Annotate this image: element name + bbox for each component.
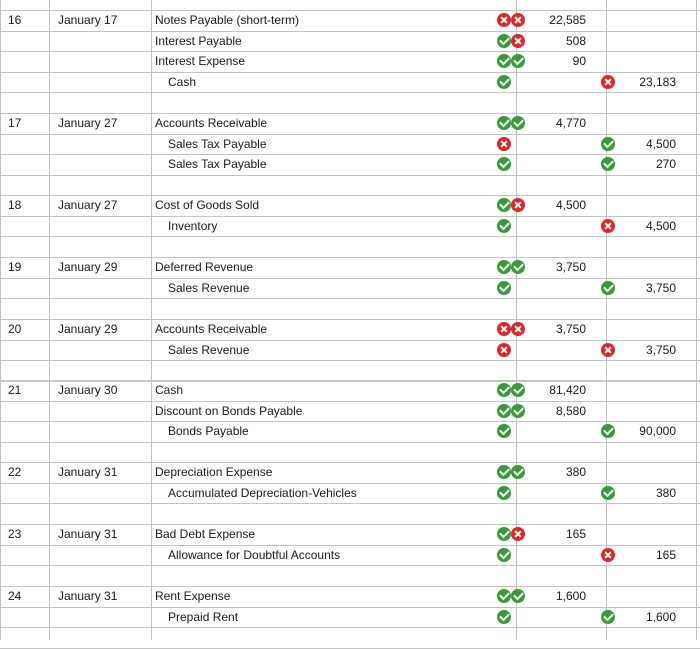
check-icon: [511, 404, 525, 418]
transaction-number: 20: [8, 322, 22, 336]
journal-row: [0, 195, 700, 215]
cross-icon: [497, 137, 511, 151]
debit-field[interactable]: [516, 586, 606, 606]
check-icon: [497, 383, 511, 397]
credit-field[interactable]: [606, 113, 696, 133]
credit-amount: 4,500: [645, 136, 676, 151]
debit-amount: 4,500: [555, 198, 586, 212]
transaction-number: 18: [8, 198, 22, 212]
debit-amount: 22,585: [549, 13, 586, 27]
account-field[interactable]: Inventory: [168, 218, 218, 233]
transaction-number: 24: [8, 589, 22, 603]
credit-amount: 165: [655, 547, 676, 562]
check-icon: [601, 486, 615, 500]
debit-amount: 1,600: [555, 589, 586, 603]
check-icon: [497, 219, 511, 233]
transaction-date: January 29: [58, 260, 118, 274]
check-icon: [601, 137, 615, 151]
check-icon: [497, 34, 511, 48]
check-icon: [497, 75, 511, 89]
cross-icon: [601, 75, 615, 89]
row-divider: [0, 565, 700, 566]
account-field[interactable]: Interest Payable: [155, 33, 242, 48]
debit-field[interactable]: [516, 607, 606, 627]
debit-field[interactable]: [516, 421, 606, 441]
account-field[interactable]: Deferred Revenue: [155, 260, 254, 274]
transaction-number: 22: [8, 465, 22, 479]
debit-amount: 380: [565, 465, 586, 479]
cross-icon: [497, 343, 511, 357]
account-field[interactable]: Bonds Payable: [168, 424, 249, 439]
account-field[interactable]: Cash: [155, 383, 184, 397]
debit-field[interactable]: [516, 113, 606, 133]
check-icon: [497, 260, 511, 274]
debit-field[interactable]: [516, 257, 606, 277]
debit-amount: 81,420: [549, 383, 586, 397]
debit-field[interactable]: [516, 545, 606, 565]
cross-icon: [497, 322, 511, 336]
journal-row: [0, 257, 700, 277]
credit-field[interactable]: [606, 340, 696, 360]
check-icon: [497, 486, 511, 500]
journal-row: [0, 462, 700, 482]
debit-field[interactable]: [516, 154, 606, 174]
check-icon: [497, 404, 511, 418]
journal-row: [0, 134, 700, 154]
cross-icon: [511, 34, 525, 48]
journal-row: [0, 319, 700, 339]
debit-amount: 3,750: [555, 322, 586, 336]
journal-row: [0, 340, 700, 360]
cross-icon: [511, 198, 525, 212]
account-field[interactable]: Bad Debt Expense: [155, 527, 256, 541]
credit-amount: 3,750: [645, 280, 676, 295]
account-field[interactable]: Accounts Receivable: [155, 116, 268, 130]
credit-amount: 380: [655, 485, 676, 500]
debit-field[interactable]: [516, 51, 606, 71]
debit-field[interactable]: [516, 483, 606, 503]
check-icon: [511, 54, 525, 68]
debit-amount: 508: [565, 33, 586, 48]
debit-field[interactable]: [516, 401, 606, 421]
journal-row: [0, 278, 700, 298]
debit-field[interactable]: [516, 216, 606, 236]
credit-amount: 4,500: [645, 218, 676, 233]
transaction-date: January 31: [58, 589, 118, 603]
account-field[interactable]: Prepaid Rent: [168, 609, 239, 624]
debit-amount: 90: [572, 54, 586, 69]
debit-field[interactable]: [516, 195, 606, 215]
cross-icon: [601, 343, 615, 357]
credit-amount: 3,750: [645, 342, 676, 357]
transaction-number: 16: [8, 13, 22, 27]
account-field[interactable]: Cost of Goods Sold: [155, 198, 260, 212]
journal-row: [0, 31, 700, 51]
credit-field[interactable]: [606, 216, 696, 236]
row-divider: [0, 627, 700, 628]
cross-icon: [511, 527, 525, 541]
debit-field[interactable]: [516, 524, 606, 544]
cross-icon: [511, 13, 525, 27]
journal-row: [0, 401, 700, 421]
credit-field[interactable]: [606, 319, 696, 339]
credit-field[interactable]: [606, 380, 696, 400]
credit-amount: 1,600: [645, 609, 676, 624]
transaction-number: 21: [8, 383, 22, 397]
transaction-date: January 31: [58, 527, 118, 541]
row-divider: [0, 360, 700, 361]
credit-field[interactable]: [606, 607, 696, 627]
credit-field[interactable]: [606, 10, 696, 30]
credit-field[interactable]: [606, 51, 696, 71]
account-field[interactable]: Sales Revenue: [168, 280, 250, 295]
check-icon: [511, 465, 525, 479]
debit-field[interactable]: [516, 10, 606, 30]
journal-row: [0, 545, 700, 565]
cross-icon: [601, 219, 615, 233]
check-icon: [497, 527, 511, 541]
credit-field[interactable]: [606, 524, 696, 544]
debit-field[interactable]: [516, 72, 606, 92]
journal-row: [0, 154, 700, 174]
check-icon: [497, 610, 511, 624]
debit-field[interactable]: [516, 278, 606, 298]
account-field[interactable]: Accounts Receivable: [155, 322, 268, 336]
check-icon: [511, 116, 525, 130]
debit-amount: 3,750: [555, 260, 586, 274]
check-icon: [497, 198, 511, 212]
row-divider: [0, 92, 700, 93]
check-icon: [601, 157, 615, 171]
debit-amount: 165: [565, 527, 586, 541]
debit-amount: 8,580: [555, 403, 586, 418]
account-field[interactable]: Notes Payable (short-term): [155, 13, 300, 27]
transaction-date: January 27: [58, 198, 118, 212]
transaction-number: 17: [8, 116, 22, 130]
check-icon: [497, 589, 511, 603]
account-field[interactable]: Sales Revenue: [168, 342, 250, 357]
journal-row: [0, 10, 700, 30]
credit-field[interactable]: [606, 462, 696, 482]
credit-amount: 90,000: [639, 424, 676, 439]
cross-icon: [497, 13, 511, 27]
transaction-date: January 29: [58, 322, 118, 336]
account-field[interactable]: Accumulated Depreciation-Vehicles: [168, 485, 357, 500]
row-divider: [0, 298, 700, 299]
credit-amount: 270: [655, 157, 676, 172]
check-icon: [511, 260, 525, 274]
credit-field[interactable]: [606, 72, 696, 92]
credit-field[interactable]: [606, 31, 696, 51]
credit-field[interactable]: [606, 483, 696, 503]
credit-field[interactable]: [606, 257, 696, 277]
journal-row: [0, 586, 700, 606]
check-icon: [511, 589, 525, 603]
account-field[interactable]: Sales Tax Payable: [168, 157, 267, 172]
journal-row: [0, 72, 700, 92]
journal-row: [0, 524, 700, 544]
cross-icon: [511, 322, 525, 336]
transaction-number: 23: [8, 527, 22, 541]
row-divider: [0, 175, 700, 176]
check-icon: [601, 424, 615, 438]
transaction-date: January 31: [58, 465, 118, 479]
debit-field[interactable]: [516, 134, 606, 154]
debit-field[interactable]: [516, 462, 606, 482]
row-divider: [0, 236, 700, 237]
check-icon: [497, 465, 511, 479]
credit-amount: 23,183: [639, 74, 676, 89]
account-field[interactable]: Allowance for Doubtful Accounts: [168, 547, 341, 562]
transaction-number: 19: [8, 260, 22, 274]
account-field[interactable]: Discount on Bonds Payable: [155, 403, 303, 418]
check-icon: [497, 116, 511, 130]
cross-icon: [601, 548, 615, 562]
credit-field[interactable]: [606, 278, 696, 298]
credit-field[interactable]: [606, 401, 696, 421]
check-icon: [601, 610, 615, 624]
transaction-date: January 30: [58, 383, 118, 397]
credit-field[interactable]: [606, 421, 696, 441]
transaction-date: January 17: [58, 13, 118, 27]
debit-field[interactable]: [516, 380, 606, 400]
journal-row: [0, 483, 700, 503]
account-field[interactable]: Cash: [168, 74, 197, 89]
account-field[interactable]: Rent Expense: [155, 589, 231, 603]
check-icon: [497, 281, 511, 295]
debit-field[interactable]: [516, 319, 606, 339]
journal-row: [0, 113, 700, 133]
check-icon: [511, 383, 525, 397]
debit-field[interactable]: [516, 31, 606, 51]
account-field[interactable]: Sales Tax Payable: [168, 136, 267, 151]
transaction-date: January 27: [58, 116, 118, 130]
row-divider: [0, 442, 700, 443]
journal-row: [0, 607, 700, 627]
journal-row: [0, 421, 700, 441]
debit-field[interactable]: [516, 340, 606, 360]
credit-field[interactable]: [606, 586, 696, 606]
journal-row: [0, 51, 700, 71]
journal-row: [0, 380, 700, 400]
credit-field[interactable]: [606, 195, 696, 215]
credit-field[interactable]: [606, 154, 696, 174]
account-field[interactable]: Depreciation Expense: [155, 465, 273, 479]
account-field[interactable]: Interest Expense: [155, 54, 246, 69]
check-icon: [497, 548, 511, 562]
credit-field[interactable]: [606, 545, 696, 565]
debit-amount: 4,770: [555, 116, 586, 130]
check-icon: [601, 281, 615, 295]
journal-row: [0, 216, 700, 236]
credit-field[interactable]: [606, 134, 696, 154]
row-divider: [0, 503, 700, 504]
